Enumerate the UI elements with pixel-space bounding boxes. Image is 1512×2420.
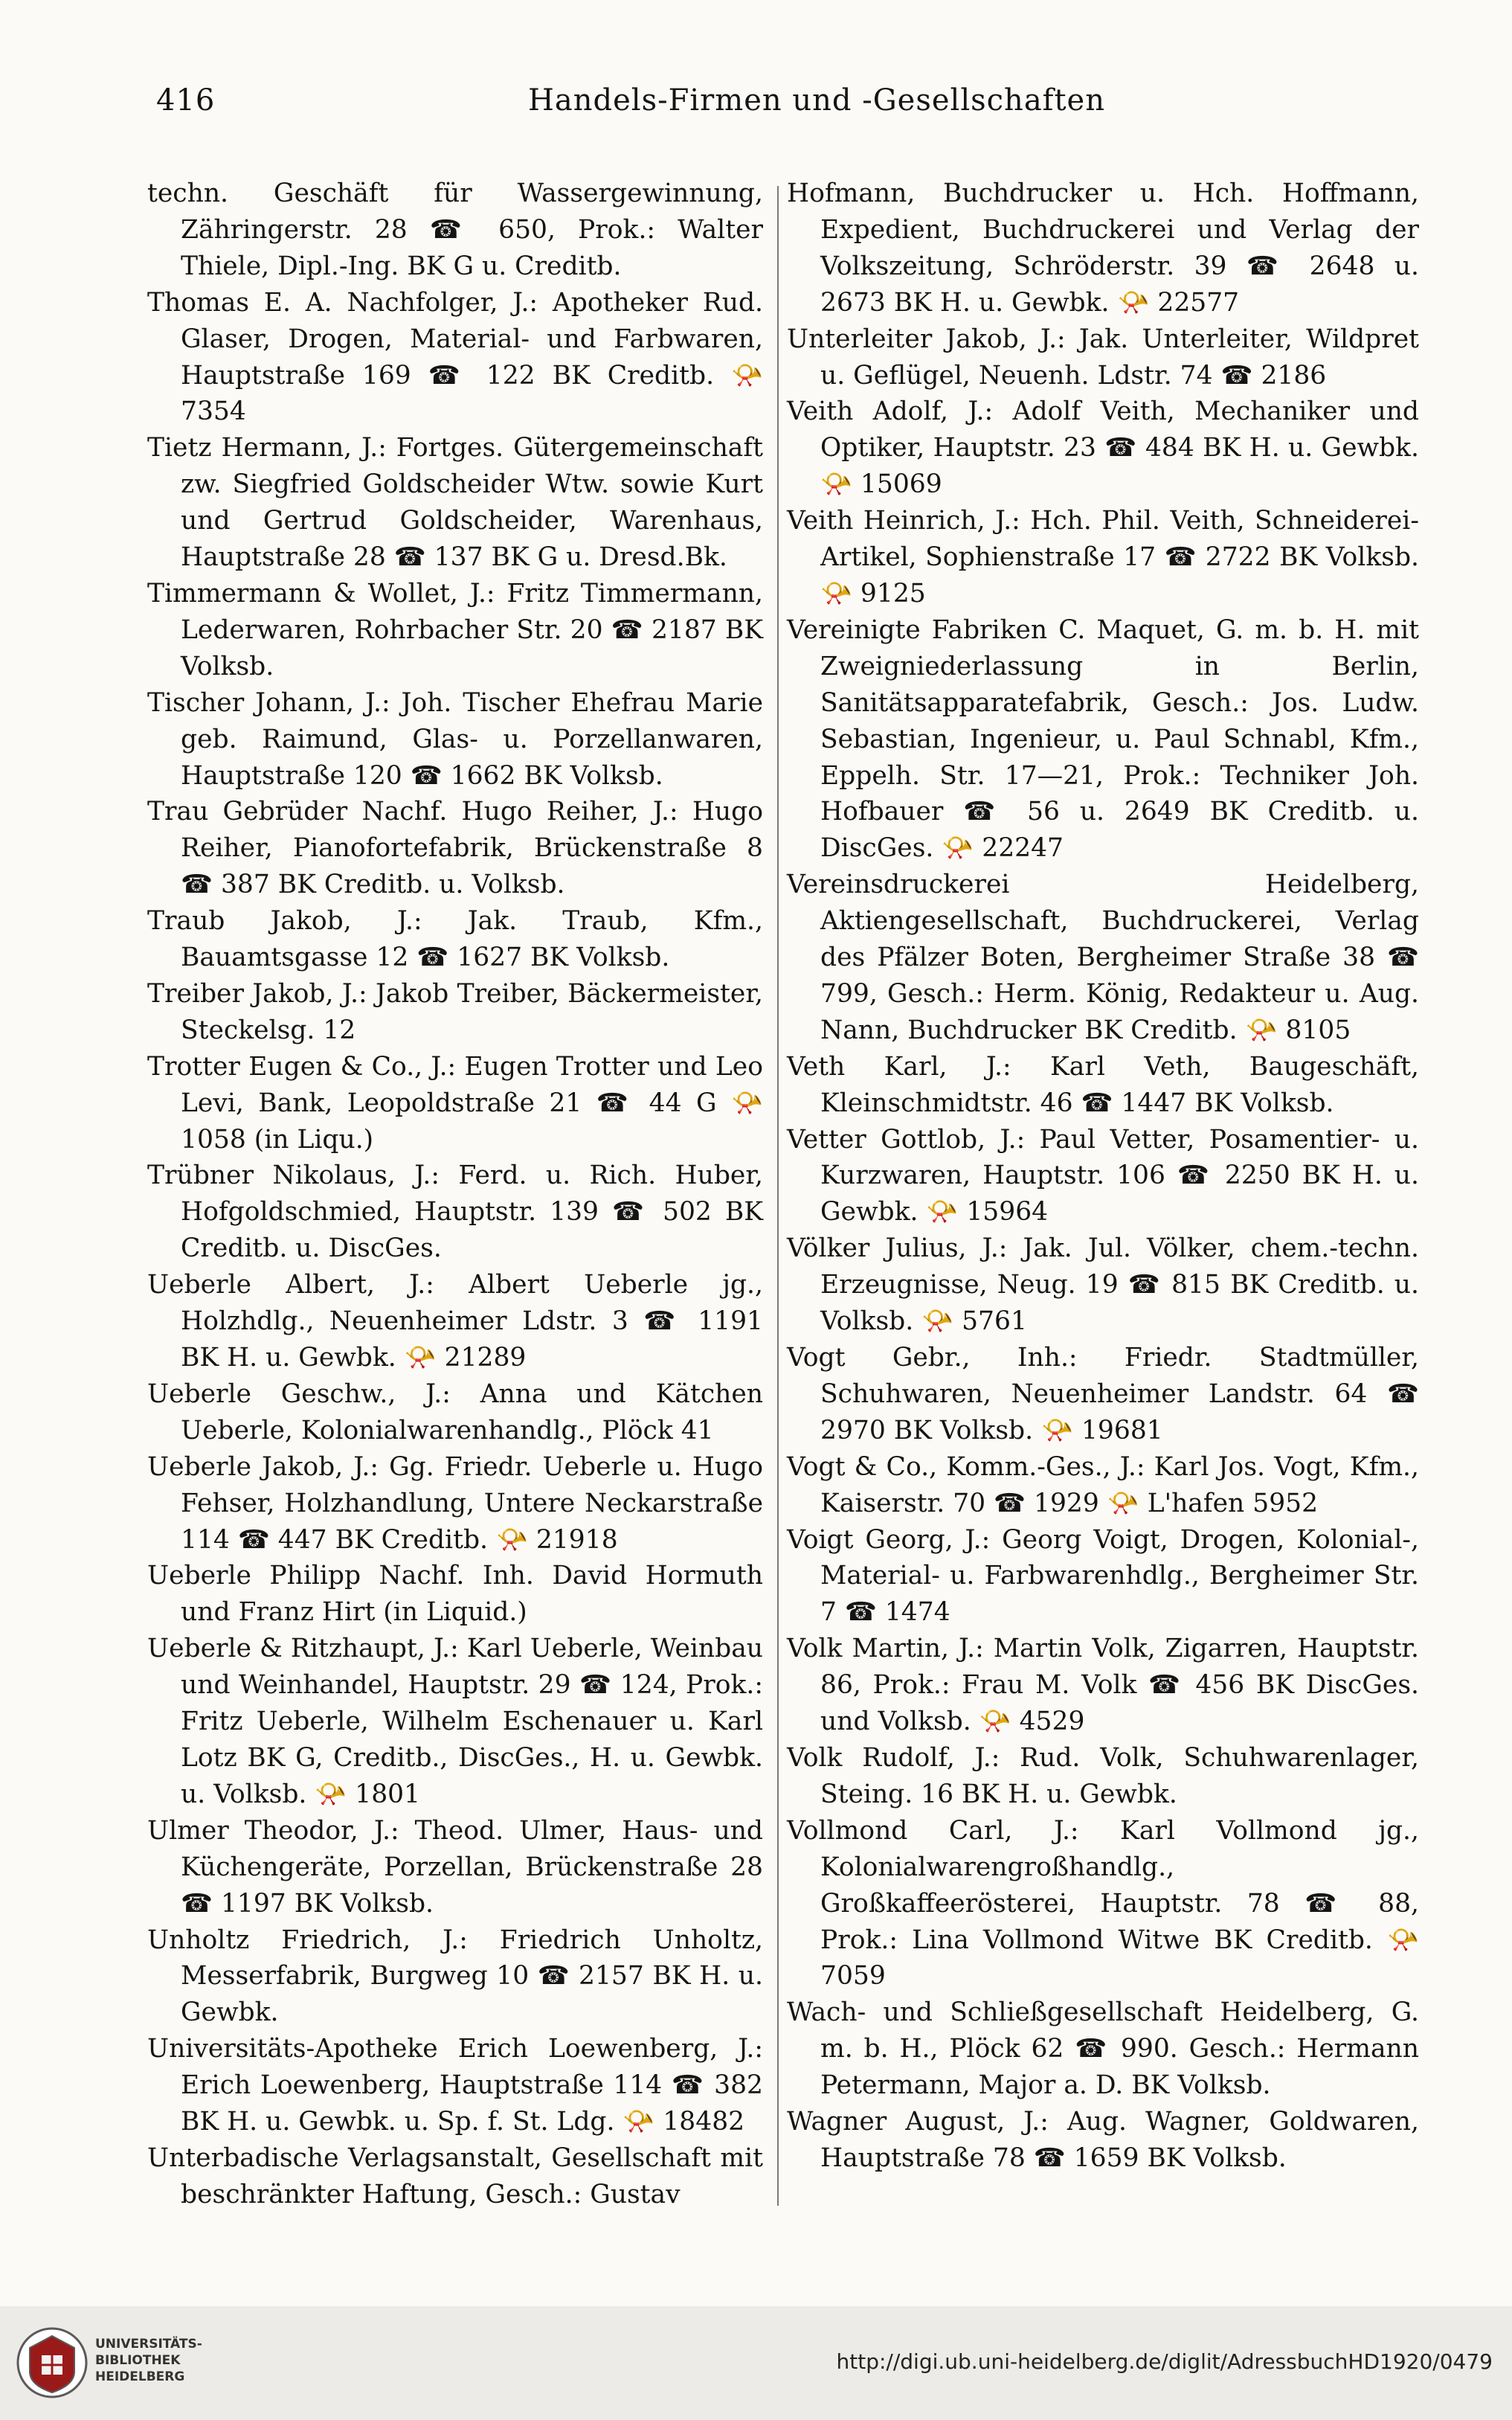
directory-entry: Unterleiter Jakob, J.: Jak. Unterleiter, Wildpret u. Geflügel, Neuenh. Ldstr. 74 ☎ 2186 (787, 324, 1419, 391)
directory-entry: Vogt Gebr., Inh.: Friedr. Stadtmüller, Schuhwaren, Neuenheimer Landstr. 64 ☎ 2970 BK Volksb. 📯 19681 (787, 1343, 1419, 1445)
directory-entry: Voigt Georg, J.: Georg Voigt, Drogen, Kolonial-, Material- u. Farbwarenhdlg., Bergheimer Str. 7 ☎ 1474 (787, 1524, 1419, 1628)
directory-entry: Veith Heinrich, J.: Hch. Phil. Veith, Schneiderei-Artikel, Sophienstraße 17 ☎ 2722 BK Volksb. 📯 9125 (787, 506, 1419, 609)
directory-entry: Universitäts-Apotheke Erich Loewenberg, J.: Erich Loewenberg, Hauptstraße 114 ☎ 382 BK H. u. Gewbk. u. Sp. f. St. Ldg. 📯 18482 (147, 2034, 763, 2137)
column-divider (777, 186, 779, 2206)
directory-entry: Volk Rudolf, J.: Rud. Volk, Schuhwarenlager, Steing. 16 BK H. u. Gewbk. (787, 1742, 1419, 1809)
directory-entry: Ueberle & Ritzhaupt, J.: Karl Ueberle, Weinbau und Weinhandel, Hauptstr. 29 ☎ 124, Prok.: Fritz Ueberle, Wilhelm Eschenauer u. Karl Lotz BK G, Creditb., DiscGes., H. u. Gewbk. u. Volksb. 📯 1801 (147, 1634, 763, 1809)
directory-entry: Tischer Johann, J.: Joh. Tischer Ehefrau Marie geb. Raimund, Glas- u. Porzellanwaren, Hauptstraße 120 ☎ 1662 BK Volksb. (147, 687, 763, 791)
directory-entry: Vogt & Co., Komm.-Ges., J.: Karl Jos. Vogt, Kfm., Kaiserstr. 70 ☎ 1929 📯 L'hafen 5952 (787, 1451, 1419, 1518)
directory-entry: techn. Geschäft für Wassergewinnung, Zähringerstr. 28 ☎ 650, Prok.: Walter Thiele, Dipl.-Ing. BK G u. Creditb. (147, 179, 763, 281)
university-library-logo (15, 2326, 89, 2400)
footer-bar (0, 2306, 1512, 2420)
directory-entry: Vetter Gottlob, J.: Paul Vetter, Posamentier- u. Kurzwaren, Hauptstr. 106 ☎ 2250 BK H. u. Gewbk. 📯 15964 (787, 1124, 1419, 1227)
directory-entry: Veith Adolf, J.: Adolf Veith, Mechaniker und Optiker, Hauptstr. 23 ☎ 484 BK H. u. Gewbk. 📯 15069 (787, 397, 1419, 500)
library-name-line-2: BIBLIOTHEK (95, 2353, 181, 2368)
library-name-line-1: UNIVERSITÄTS- (95, 2337, 202, 2352)
directory-entry: Ueberle Geschw., J.: Anna und Kätchen Ueberle, Kolonialwarenhandlg., Plöck 41 (147, 1378, 763, 1445)
directory-entry: Vereinigte Fabriken C. Maquet, G. m. b. H. mit Zweigniederlassung in Berlin, Sanitätsapparatefabrik, Gesch.: Jos. Ludw. Sebastian, Ingenieur, u. Paul Schnabl, Kfm., Eppelh. Str. 17—21, Prok.: Techniker Joh. Hofbauer ☎ 56 u. 2649 BK Creditb. u. DiscGes. 📯 22247 (787, 614, 1419, 864)
directory-entry: Wagner August, J.: Aug. Wagner, Goldwaren, Hauptstraße 78 ☎ 1659 BK Volksb. (787, 2107, 1419, 2173)
library-name-line-3: HEIDELBERG (95, 2369, 185, 2384)
directory-entry: Ulmer Theodor, J.: Theod. Ulmer, Haus- und Küchengeräte, Porzellan, Brückenstraße 28 ☎ 1197 BK Volksb. (147, 1815, 763, 1919)
directory-entry: Trübner Nikolaus, J.: Ferd. u. Rich. Huber, Hofgoldschmied, Hauptstr. 139 ☎ 502 BK Creditb. u. DiscGes. (147, 1161, 763, 1264)
directory-entry: Ueberle Philipp Nachf. Inh. David Hormuth und Franz Hirt (in Liquid.) (147, 1561, 763, 1628)
directory-entry: Treiber Jakob, J.: Jakob Treiber, Bäckermeister, Steckelsg. 12 (147, 978, 763, 1045)
directory-entry: Trotter Eugen & Co., J.: Eugen Trotter und Leo Levi, Bank, Leopoldstraße 21 ☎ 44 G 📯 1058 (in Liqu.) (147, 1051, 763, 1155)
page-number: 416 (156, 83, 216, 118)
directory-entry: Wach- und Schließgesellschaft Heidelberg, G. m. b. H., Plöck 62 ☎ 990. Gesch.: Hermann Petermann, Major a. D. BK Volksb. (787, 1997, 1419, 2101)
left-column (147, 176, 763, 2213)
directory-entry: Thomas E. A. Nachfolger, J.: Apotheker Rud. Glaser, Drogen, Material- und Farbwaren, Hauptstraße 169 ☎ 122 BK Creditb. 📯 7354 (147, 287, 763, 427)
directory-entry: Volk Martin, J.: Martin Volk, Zigarren, Hauptstr. 86, Prok.: Frau M. Volk ☎ 456 BK DiscGes. und Volksb. 📯 4529 (787, 1634, 1419, 1737)
directory-entry: Veth Karl, J.: Karl Veth, Baugeschäft, Kleinschmidtstr. 46 ☎ 1447 BK Volksb. (787, 1051, 1419, 1118)
running-title: Handels-Firmen und -Gesellschaften (528, 83, 1105, 118)
directory-entry: Tietz Hermann, J.: Fortges. Gütergemeinschaft zw. Siegfried Goldscheider Wtw. sowie Kurt und Gertrud Goldscheider, Warenhaus, Hauptstraße 28 ☎ 137 BK G u. Dresd.Bk. (147, 433, 763, 573)
directory-entry: Timmermann & Wollet, J.: Fritz Timmermann, Lederwaren, Rohrbacher Str. 20 ☎ 2187 BK Volksb. (147, 578, 763, 681)
directory-entry: Vollmond Carl, J.: Karl Vollmond jg., Kolonialwarengroßhandlg., Großkaffeerösterei, Hauptstr. 78 ☎ 88, Prok.: Lina Vollmond Witwe BK Creditb. 📯 7059 (787, 1815, 1419, 1991)
directory-entry: Ueberle Jakob, J.: Gg. Friedr. Ueberle u. Hugo Fehser, Holzhandlung, Untere Neckarstraße 114 ☎ 447 BK Creditb. 📯 21918 (147, 1451, 763, 1555)
directory-entry: Ueberle Albert, J.: Albert Ueberle jg., Holzhdlg., Neuenheimer Ldstr. 3 ☎ 1191 BK H. u. Gewbk. 📯 21289 (147, 1270, 763, 1373)
directory-entry: Hofmann, Buchdrucker u. Hch. Hoffmann, Expedient, Buchdruckerei und Verlag der Volkszeitung, Schröderstr. 39 ☎ 2648 u. 2673 BK H. u. Gewbk. 📯 22577 (787, 179, 1419, 318)
directory-entry: Trau Gebrüder Nachf. Hugo Reiher, J.: Hugo Reiher, Pianofortefabrik, Brückenstraße 8 ☎ 387 BK Creditb. u. Volksb. (147, 797, 763, 900)
directory-entry: Völker Julius, J.: Jak. Jul. Völker, chem.-techn. Erzeugnisse, Neug. 19 ☎ 815 BK Creditb. u. Volksb. 📯 5761 (787, 1233, 1419, 1337)
page-header (156, 83, 1378, 135)
directory-entry: Unholtz Friedrich, J.: Friedrich Unholtz, Messerfabrik, Burgweg 10 ☎ 2157 BK H. u. Gewbk. (147, 1925, 763, 2028)
source-url-link[interactable]: http://digi.ub.uni-heidelberg.de/diglit/AdressbuchHD1920/0479 (836, 2349, 1493, 2374)
library-name (95, 2336, 202, 2385)
directory-entry: Traub Jakob, J.: Jak. Traub, Kfm., Bauamtsgasse 12 ☎ 1627 BK Volksb. (147, 906, 763, 973)
right-column (787, 176, 1419, 2177)
directory-entry: Vereinsdruckerei Heidelberg, Aktiengesellschaft, Buchdruckerei, Verlag des Pfälzer Boten, Bergheimer Straße 38 ☎ 799, Gesch.: Herm. König, Redakteur u. Aug. Nann, Buchdrucker BK Creditb. 📯 8105 (787, 870, 1419, 1045)
directory-entry: Unterbadische Verlagsanstalt, Gesellschaft mit beschränkter Haftung, Gesch.: Gustav (147, 2143, 763, 2209)
